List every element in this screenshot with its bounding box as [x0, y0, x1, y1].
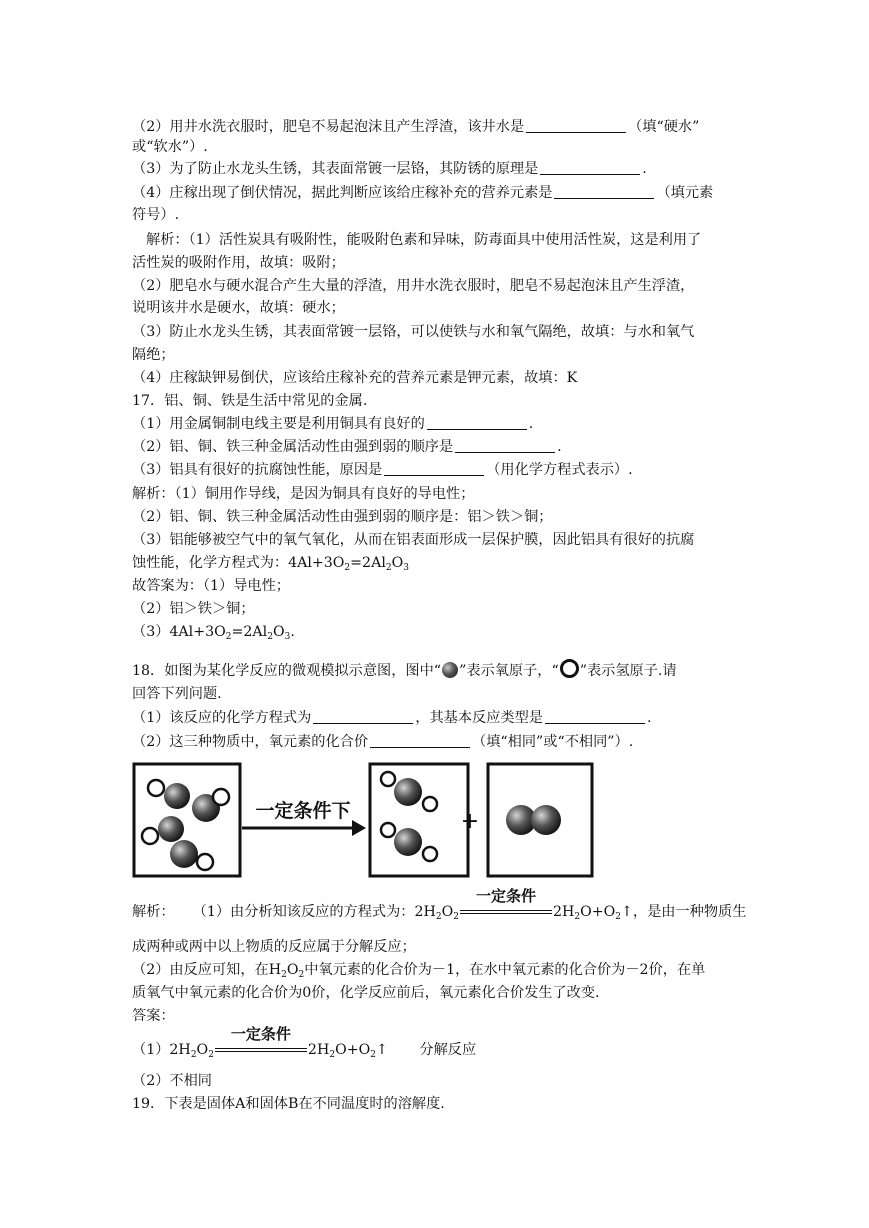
q17-analysis-line1: 解析：（1）铜用作导线，是因为铜具有良好的导电性； [132, 486, 475, 502]
q17-analysis-line3: （3）铝能够被空气中的氧气氧化，从而在铝表面形成一层保护膜，因此铝具有很好的抗腐 [132, 532, 695, 548]
q17-title: 17．铝、铜、铁是生活中常见的金属. [132, 393, 368, 409]
q16-analysis-line1: 解析：（1）活性炭具有吸附性，能吸附色素和异味，防毒面具中使用活性炭，这是利用了 [146, 232, 702, 248]
q18-analysis-line4: 质氧气中氧元素的化合价为0价，化学反应前后，氧元素化合价发生了改变. [132, 985, 600, 1001]
hydrogen-atom-icon [560, 659, 579, 678]
q17-answer-title: 故答案为：（1）导电性； [132, 578, 290, 594]
answer-blank [370, 733, 470, 748]
q18-part2: （2）这三种物质中，氧元素的化合价 （填“相同”或“不相同”）. [132, 734, 634, 750]
q18-analysis-line1: 解析： （1）由分析知该反应的方程式为：$2H_2O_2$ 一定条件 $2H_2O+O_2↑$，是由一种物质生 [132, 887, 747, 922]
q17-answer-2: （2）铝＞铁＞铜； [132, 601, 255, 617]
q18-analysis-line2: 成两种或两中以上物质的反应属于分解反应； [132, 939, 416, 955]
answer-blank [427, 415, 527, 430]
q18-part1: （1）该反应的化学方程式为 ，其基本反应类型是 . [132, 710, 652, 726]
answer-blank [554, 184, 654, 199]
q18-title-line2: 回答下列问题. [132, 686, 222, 702]
q16-part2-line2: 或“软水”）. [132, 139, 208, 155]
q17-part2: （2）铝、铜、铁三种金属活动性由强到弱的顺序是 . [132, 439, 562, 455]
q18-answer-2: （2）不相同 [132, 1073, 212, 1089]
answer-blank [313, 709, 413, 724]
reaction-condition-equals: 一定条件 [215, 1040, 307, 1060]
q16-analysis-line2: 活性炭的吸附作用，故填：吸附； [132, 255, 345, 271]
answer-blank [384, 461, 484, 476]
q16-part3-line: （3）为了防止水龙头生锈，其表面常镀一层铬，其防锈的原理是 . [132, 161, 647, 177]
q19-title: 19．下表是固体A和固体B在不同温度时的溶解度. [132, 1096, 445, 1112]
q16-part2-line1: （2）用井水洗衣服时，肥皂不易起泡沫且产生浮渣，该井水是 （填“硬水” [132, 119, 700, 135]
q16-analysis-line5: （3）防止水龙头生锈，其表面常镀一层铬，可以使铁与水和氧气隔绝，故填：与水和氧气 [132, 324, 695, 340]
q18-answer-1: $(1)2H_2O_2$ 一定条件 $2H_2O+O_2↑$ 分解反应 [132, 1025, 477, 1060]
arrow-label: 一定条件下 [255, 800, 351, 822]
answer-blank [545, 709, 645, 724]
q16-part4-line2: 符号）. [132, 207, 180, 223]
q16-analysis-line3: （2）肥皂水与硬水混合产生大量的浮渣，用井水洗衣服时，肥皂不易起泡沫且产生浮渣， [132, 278, 695, 294]
q16-analysis-line4: 说明该井水是硬水，故填：硬水； [132, 300, 345, 316]
q17-equation-line: 蚀性能，化学方程式为：$4Al+3O_2=2Al_2O_3$ [132, 555, 409, 573]
q16-analysis-line6: 隔绝； [132, 347, 175, 363]
answer-blank [455, 438, 555, 453]
q17-analysis-line2: （2）铝、铜、铁三种金属活动性由强到弱的顺序是：铝＞铁＞铜； [132, 509, 553, 525]
q17-answer-3: $(3)4Al+3O_2=2Al_2O_3$. [132, 624, 295, 642]
q17-part1: （1）用金属铜制电线主要是利用铜具有良好的 . [132, 416, 534, 432]
answer-blank [526, 118, 626, 133]
q17-part3: （3）铝具有很好的抗腐蚀性能，原因是 （用化学方程式表示）. [132, 462, 633, 478]
arrow-head [352, 820, 366, 836]
answer-blank [540, 160, 640, 175]
q18-answer-title: 答案： [132, 1008, 175, 1024]
q18-analysis-line3: （2）由反应可知，在$H_2O_2$中氧元素的化合价为－1，在水中氧元素的化合价为－2价，在单 [132, 962, 706, 980]
reaction-condition-equals: 一定条件 [460, 902, 552, 922]
oxygen-atom-icon [442, 662, 458, 678]
q16-part4-line1: （4）庄稼出现了倒伏情况，据此判断应该给庄稼补充的营养元素是 （填元素 [132, 185, 714, 201]
plus-sign: + [460, 809, 480, 834]
q16-analysis-line7: （4）庄稼缺钾易倒伏，应该给庄稼补充的营养元素是钾元素，故填：K [132, 370, 578, 386]
q18-title-line1: 18．如图为某化学反应的微观模拟示意图，图中“ ”表示氧原子，“ ”表示氢原子.请 [132, 659, 677, 681]
reaction-diagram [132, 762, 596, 878]
